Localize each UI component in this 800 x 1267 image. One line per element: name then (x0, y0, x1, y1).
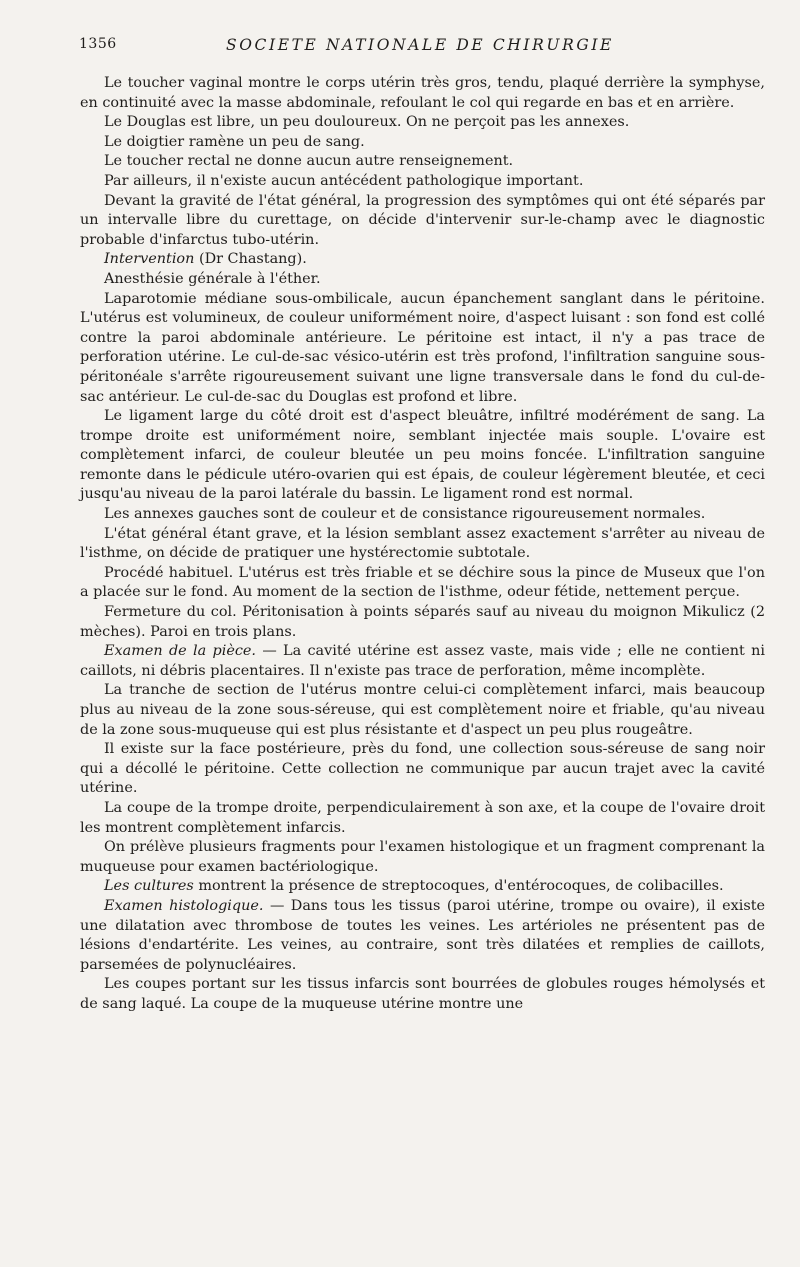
article-body (80, 74, 765, 1015)
paragraph (80, 250, 765, 270)
paragraph (80, 838, 765, 877)
paragraph-text: Le toucher vaginal montre le corps utérin très gros, tendu, plaqué derrière la symphyse, en continuité avec la masse abdominale, refoulant le col qui regarde en bas et en arrière. (80, 75, 765, 111)
paragraph (80, 564, 765, 603)
paragraph-text: Anesthésie générale à l'éther. (104, 270, 321, 287)
paragraph (80, 270, 765, 290)
paragraph-text: (Dr Chastang). (194, 251, 307, 268)
paragraph-text: Par ailleurs, il n'existe aucun antécédent pathologique important. (104, 172, 584, 189)
paragraph (80, 740, 765, 799)
paragraph (80, 642, 765, 681)
paragraph-text: Le ligament large du côté droit est d'aspect bleuâtre, infiltré modérément de sang. La trompe droite est uniformément noire, semblant injectée mais souple. L'ovaire est complètement infarci, de couleur bleutée un peu moins foncée. L'infiltration sanguine remonte dans le pédicule utéro-ovarien qui est épais, de couleur légèrement bleutée, et ceci jusqu'au niveau de la paroi latérale du bassin. Le ligament rond est normal. (80, 408, 765, 503)
paragraph (80, 505, 765, 525)
paragraph-text: — Dans tous les tissus (paroi utérine, trompe ou ovaire), il existe une dilatation avec thrombose de toutes les veines. Les artérioles ne présentent pas de lésions d'endartérite. Les veines, au contraire, sont très dilatées et remplies de caillots, parsemées de polynucléaires. (80, 897, 765, 973)
paragraph-text: montrent la présence de streptocoques, d'entérocoques, de colibacilles. (193, 878, 724, 895)
paragraph (80, 877, 765, 897)
paragraph (80, 74, 765, 113)
paragraph (80, 290, 765, 408)
paragraph (80, 192, 765, 251)
paragraph-text: La tranche de section de l'utérus montre celui-ci complètement infarci, mais beaucoup plus au niveau de la zone sous-séreuse, qui est complètement noire et friable, qu'au niveau de la zone sous-muqueuse qui est plus résistante et d'aspect un peu plus rougeâtre. (80, 682, 765, 738)
paragraph-text: Le toucher rectal ne donne aucun autre renseignement. (104, 153, 514, 170)
paragraph-text: Les coupes portant sur les tissus infarcis sont bourrées de globules rouges hémolysés et de sang laqué. La coupe de la muqueuse utérine montre une (80, 976, 765, 1012)
paragraph (80, 603, 765, 642)
paragraph (80, 525, 765, 564)
paragraph (80, 975, 765, 1014)
paragraph (80, 172, 765, 192)
paragraph-text: — La cavité utérine est assez vaste, mais vide ; elle ne contient ni caillots, ni débris placentaires. Il n'existe pas trace de perforation, même incomplète. (80, 643, 765, 679)
running-header (0, 36, 800, 60)
paragraph (80, 113, 765, 133)
paragraph-lead: Les cultures (104, 878, 194, 895)
paragraph-text: L'état général étant grave, et la lésion semblant assez exactement s'arrêter au niveau de l'isthme, on décide de pratiquer une hystérectomie subtotale. (80, 525, 765, 562)
paragraph (80, 407, 765, 505)
paragraph-text: Devant la gravité de l'état général, la progression des symptômes qui ont été séparés par un intervalle libre du curettage, on décide d'intervenir sur-le-champ avec le diagnostic probable d'infarctus tubo-utérin. (80, 192, 765, 248)
paragraph (80, 897, 765, 975)
paragraph (80, 681, 765, 740)
paragraph-text: Fermeture du col. Péritonisation à points séparés sauf au niveau du moignon Mikulicz (2 mèches). Paroi en trois plans. (80, 604, 765, 640)
paragraph-lead: Examen de la pièce. (104, 643, 256, 660)
paragraph-lead: Examen histologique. (104, 897, 264, 914)
paragraph-text: Laparotomie médiane sous-ombilicale, aucun épanchement sanglant dans le péritoine. L'utérus est volumineux, de couleur uniformément noire, d'aspect luisant : son fond est collé contre la paroi abdominale antérieure. Le péritoine est intact, il n'y a pas trace de perforation utérine. Le cul-de-sac vésico-utérin est très profond, l'infiltration sanguine sous-péritonéale s'arrête rigoureusement suivant une ligne transversale dans le fond du cul-de-sac antérieur. Le cul-de-sac du Douglas est profond et libre. (80, 290, 765, 405)
paragraph-text: Le Douglas est libre, un peu douloureux. On ne perçoit pas les annexes. (104, 114, 630, 131)
paragraph-text: On prélève plusieurs fragments pour l'examen histologique et un fragment comprenant la muqueuse pour examen bactériologique. (80, 839, 765, 875)
paragraph (80, 799, 765, 838)
paragraph-text: Procédé habituel. L'utérus est très friable et se déchire sous la pince de Museux que l'on a placée sur le fond. Au moment de la section de l'isthme, odeur fétide, nettement perçue. (80, 564, 765, 601)
paragraph-text: Les annexes gauches sont de couleur et de consistance rigoureusement normales. (104, 506, 706, 523)
page-number: 1356 (79, 36, 117, 52)
paragraph-text: Il existe sur la face postérieure, près du fond, une collection sous-séreuse de sang noir qui a décollé le péritoine. Cette collection ne communique par aucun trajet avec la cavité utérine. (80, 741, 765, 797)
paragraph (80, 133, 765, 153)
journal-title: SOCIETE NATIONALE DE CHIRURGIE (226, 36, 614, 54)
paragraph-text: La coupe de la trompe droite, perpendiculairement à son axe, et la coupe de l'ovaire droit les montrent complètement infarcis. (80, 799, 765, 836)
paragraph-lead: Intervention (104, 251, 195, 268)
paragraph-text: Le doigtier ramène un peu de sang. (104, 133, 365, 150)
paragraph (80, 152, 765, 172)
